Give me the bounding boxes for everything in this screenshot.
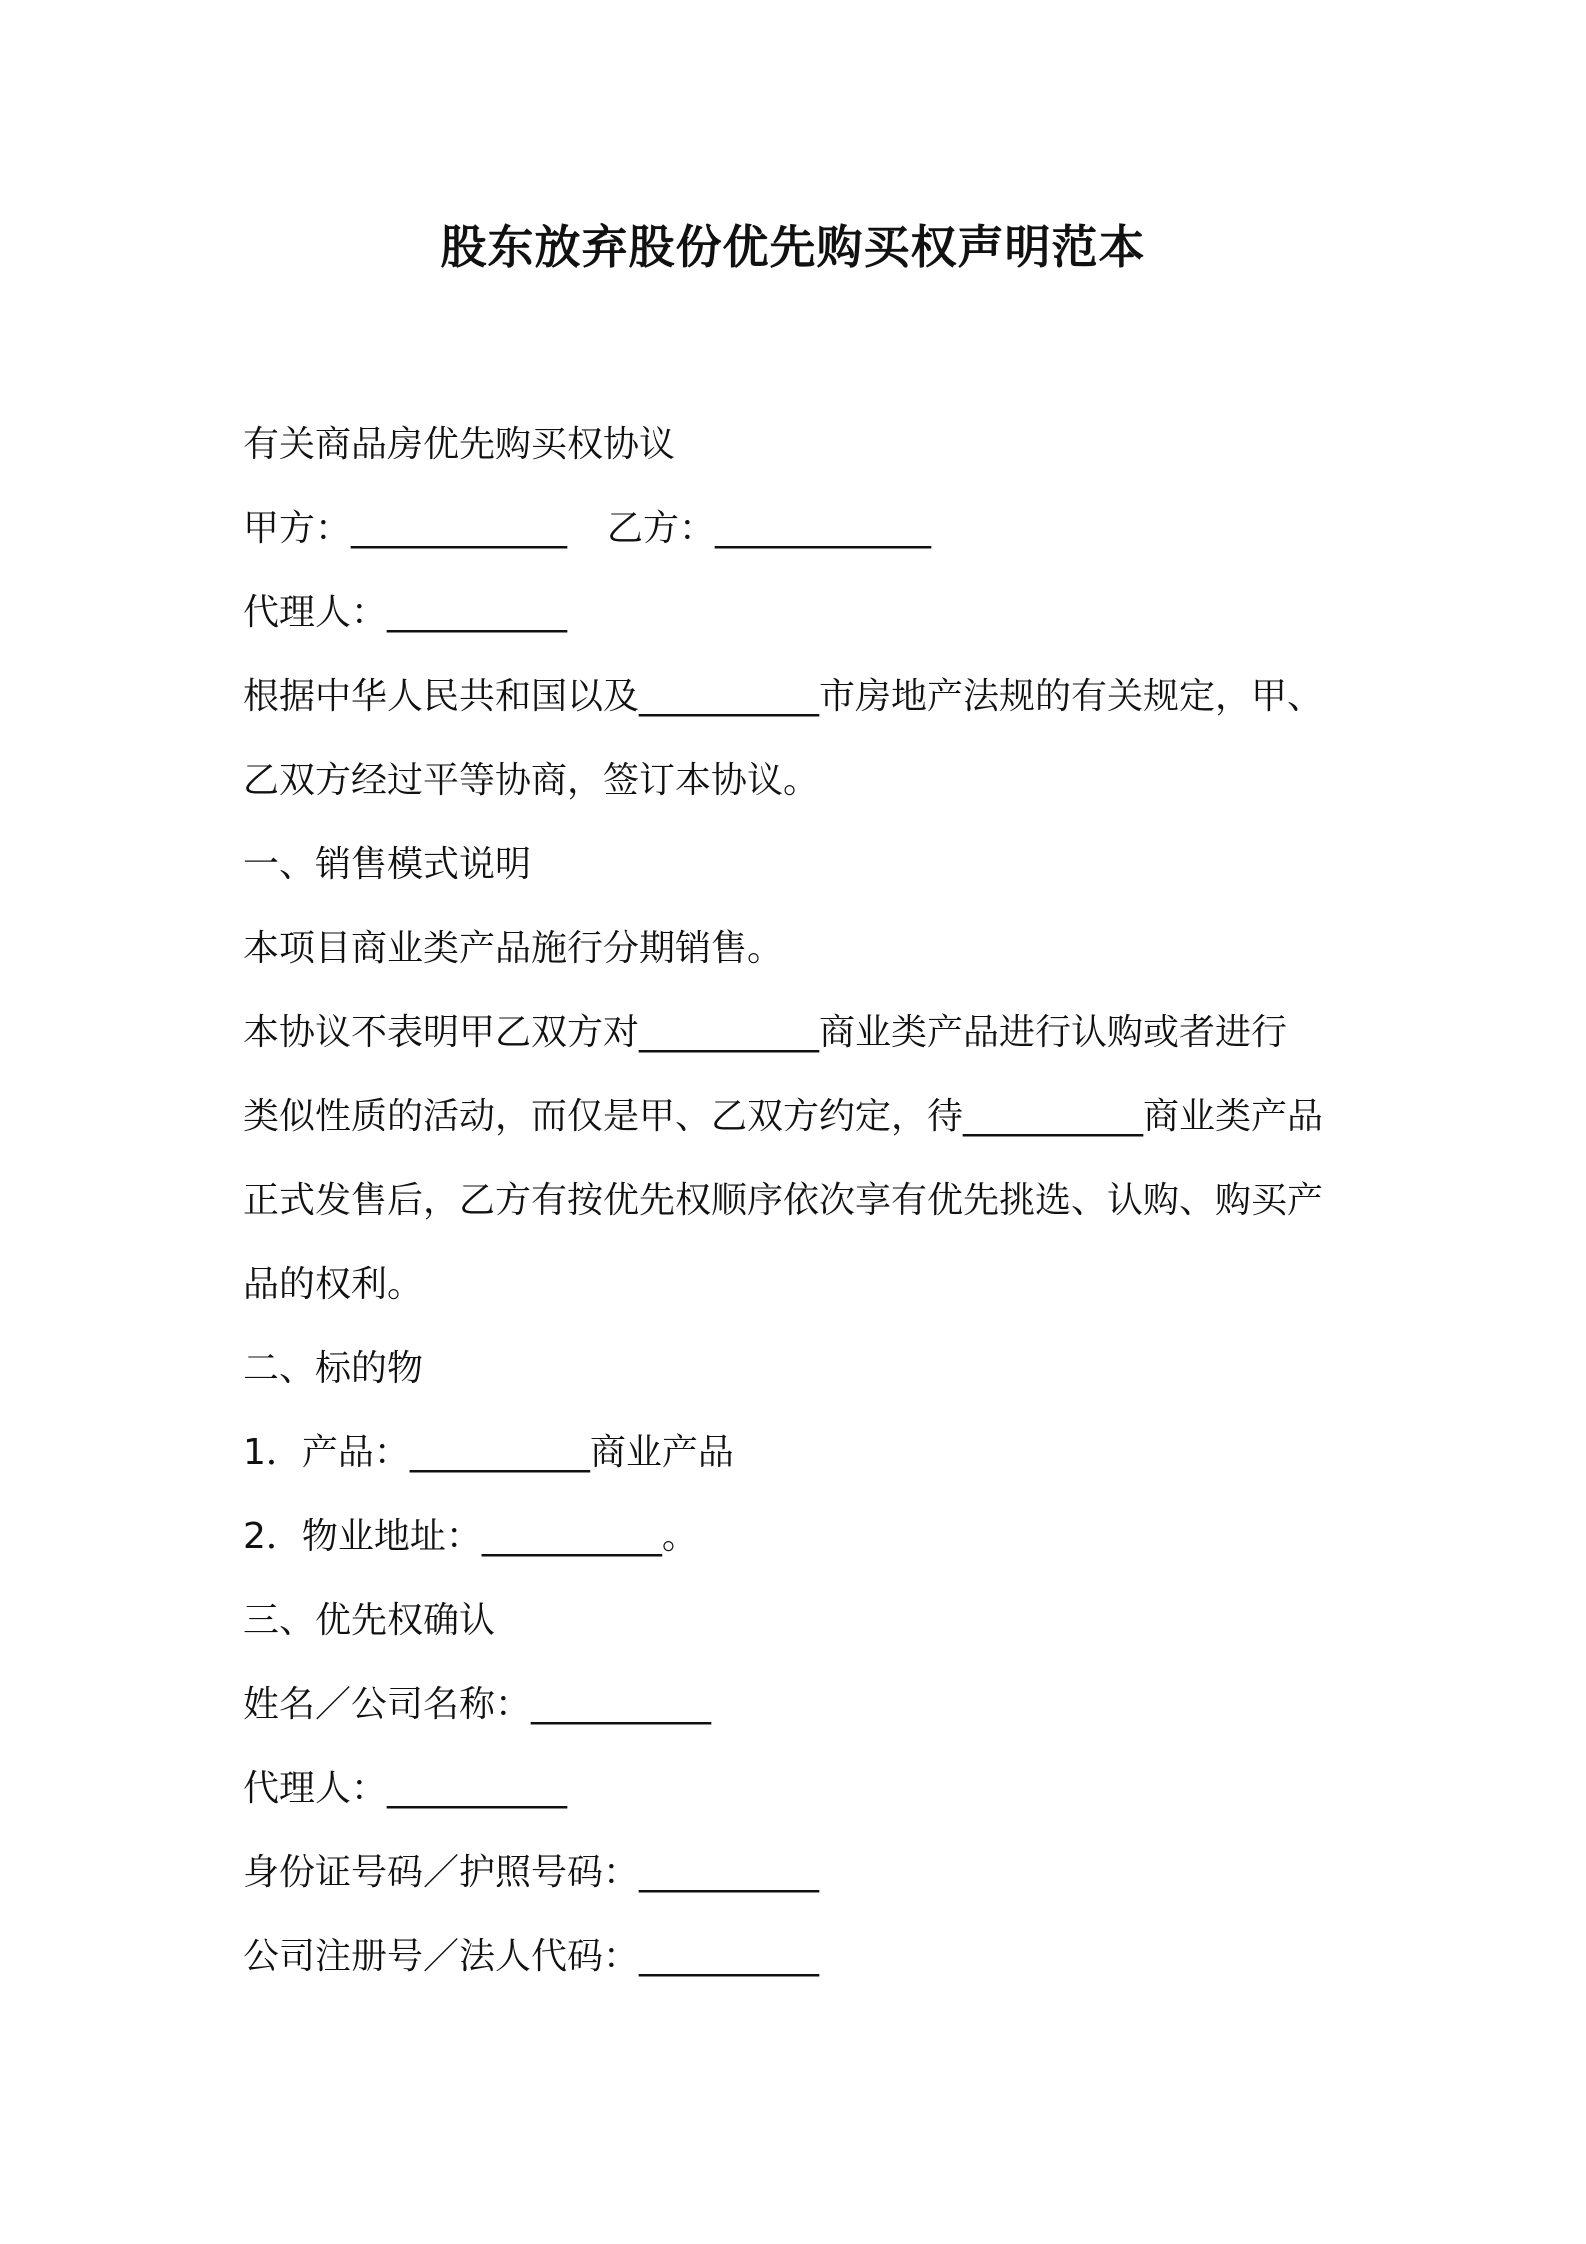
party-b-field: 乙方：____________	[607, 508, 932, 549]
paragraph-line: 正式发售后，乙方有按优先权顺序依次享有优先挑选、认购、购买产	[243, 1180, 1324, 1221]
paragraph-line: 乙双方经过平等协商，签订本协议。	[243, 760, 820, 801]
section-heading: 一、销售模式说明	[243, 844, 532, 885]
id-passport-field: 身份证号码／护照号码：__________	[243, 1852, 820, 1893]
paragraph-line: 本项目商业类产品施行分期销售。	[243, 928, 784, 969]
product-field: 1．产品：__________商业产品	[243, 1432, 734, 1473]
party-a-field: 甲方：____________	[243, 508, 568, 549]
section-heading: 三、优先权确认	[243, 1600, 496, 1641]
company-reg-field: 公司注册号／法人代码：__________	[243, 1936, 820, 1977]
document-body	[243, 403, 1353, 1999]
paragraph-line: 根据中华人民共和国以及__________市房地产法规的有关规定，甲、	[243, 676, 1324, 717]
property-address-field: 2．物业地址：__________。	[243, 1516, 698, 1557]
paragraph-line: 本协议不表明甲乙双方对__________商业类产品进行认购或者进行	[243, 1012, 1288, 1053]
paragraph-line: 品的权利。	[243, 1264, 424, 1305]
document-title: 股东放弃股份优先购买权声明范本	[440, 220, 1146, 274]
name-company-field: 姓名／公司名称：__________	[243, 1684, 712, 1725]
section-heading: 二、标的物	[243, 1348, 424, 1389]
agent-field: 代理人：__________	[243, 592, 568, 633]
agent-field-2: 代理人：__________	[243, 1768, 568, 1809]
party-line	[243, 487, 1353, 571]
agreement-heading: 有关商品房优先购买权协议	[243, 424, 676, 465]
paragraph-line: 类似性质的活动，而仅是甲、乙双方约定，待__________商业类产品	[243, 1096, 1324, 1137]
